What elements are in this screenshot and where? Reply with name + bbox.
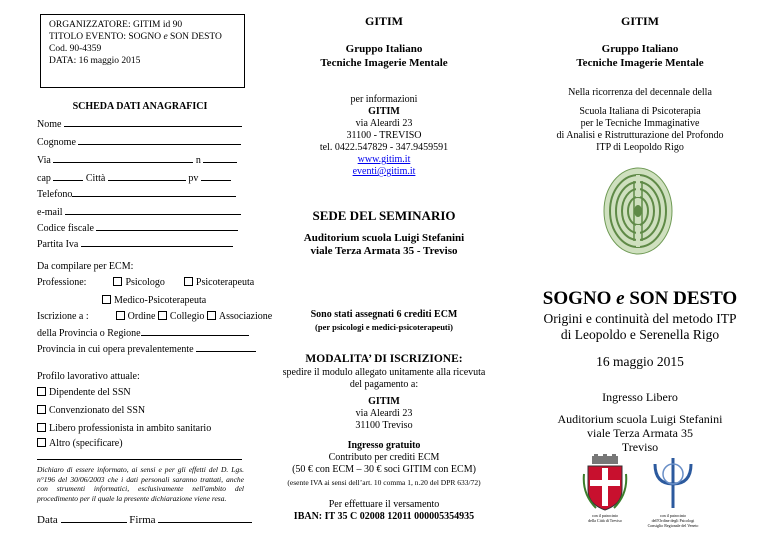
checkbox-libero[interactable] <box>37 423 211 435</box>
psicoterapeuta-label: Psicoterapeuta <box>195 277 255 288</box>
event-code-line: Cod. 90-4359 <box>49 44 102 54</box>
cap-line[interactable] <box>53 172 83 181</box>
ingresso-libero: Ingresso Libero <box>602 390 678 404</box>
checkbox-dipendente[interactable] <box>37 387 131 399</box>
n-label: n <box>195 155 201 166</box>
via-field[interactable] <box>37 154 237 167</box>
scuola-line-3: di Analisi e Ristrutturazione del Profondo <box>556 130 724 141</box>
gitim-title: GITIM <box>364 14 403 28</box>
title-e: e <box>616 288 625 309</box>
event-title-line <box>49 31 244 43</box>
info-address: via Aleardi 23 <box>355 118 413 129</box>
modalita-title: MODALITA’ DI ISCRIZIONE: <box>305 353 463 365</box>
collegio-label: Collegio <box>169 311 205 322</box>
addr-street: via Aleardi 23 <box>355 408 413 419</box>
nome-label: Nome <box>37 119 62 130</box>
convenzionato-label: Convenzionato del SSN <box>49 405 146 416</box>
nome-line[interactable] <box>64 118 242 127</box>
partita-iva-line[interactable] <box>81 238 233 247</box>
addr-city: 31100 Treviso <box>355 420 413 431</box>
info-tel: tel. 0422.547829 - 347.9459591 <box>319 142 449 153</box>
telefono-label: Telefono <box>37 189 73 200</box>
email-line[interactable] <box>65 206 241 215</box>
venue-line-2: viale Terza Armata 35 <box>587 426 693 440</box>
treviso-crest-logo <box>582 454 628 512</box>
crediti-sub: (per psicologi e medici-psicoterapeuti) <box>315 322 453 332</box>
iban-line: IBAN: IT 35 C 02008 12011 000005354935 <box>293 511 475 522</box>
citta-line[interactable] <box>108 172 186 181</box>
medico-label: Medico-Psicoterapeuta <box>114 295 207 306</box>
esente-iva: (esente IVA ai sensi dell’art. 10 comma 1, n.20 del DPR 633/72) <box>287 478 481 487</box>
venue-block <box>512 412 768 454</box>
psicologo-label: Psicologo <box>125 277 165 288</box>
subtitle-line-1: Origini e continuità del metodo ITP <box>543 311 737 326</box>
labyrinth-logo <box>603 167 673 255</box>
checkbox-collegio[interactable] <box>158 311 204 322</box>
provincia-regione-field[interactable] <box>37 327 249 340</box>
info-block <box>256 94 512 178</box>
iscrizione-row <box>37 311 272 323</box>
event-title-e: e <box>163 32 168 42</box>
event-title <box>512 288 768 310</box>
professione-row <box>37 277 254 289</box>
partita-iva-label: Partita Iva <box>37 239 79 250</box>
title-sogno: SOGNO <box>542 288 617 309</box>
subtitle-line-2: di Leopoldo e Serenella Rigo <box>560 327 720 342</box>
middle-panel <box>256 0 512 543</box>
ordine-caption-2: dell'Ordine degli Psicologi <box>651 518 695 523</box>
email-link[interactable]: eventi@gitim.it <box>352 166 416 177</box>
checkbox-altro[interactable] <box>37 438 123 450</box>
event-date-line: DATA: 16 maggio 2015 <box>49 56 141 66</box>
provincia-regione-label: della Provincia o Regione <box>37 328 141 339</box>
versamento-line: Per effettuare il versamento <box>328 499 440 510</box>
scuola-line-4: ITP di Leopoldo Rigo <box>596 142 684 153</box>
right-panel <box>512 0 768 543</box>
n-line[interactable] <box>203 154 237 163</box>
data-firma-row <box>37 514 252 526</box>
organizer-box <box>40 14 245 88</box>
cap-field[interactable] <box>37 172 231 185</box>
ordine-label: Ordine <box>127 311 156 322</box>
contributo-line: Contributo per crediti ECM <box>328 452 440 463</box>
via-line[interactable] <box>53 154 193 163</box>
crediti-title: Sono stati assegnati 6 crediti ECM <box>310 309 458 320</box>
event-date: 16 maggio 2015 <box>596 354 684 369</box>
provincia-regione-line[interactable] <box>141 327 249 336</box>
ordine-caption-1: con il patrocinio <box>659 513 687 518</box>
email-field[interactable] <box>37 206 241 219</box>
crest-caption-2: della Città di Treviso <box>588 518 622 523</box>
professione-label: Professione: <box>37 277 87 288</box>
codice-fiscale-field[interactable] <box>37 222 238 235</box>
sede-line-1: Auditorium scuola Luigi Stefanini <box>303 232 465 244</box>
checkbox-medico[interactable] <box>102 295 206 307</box>
modalita-line-2: del pagamento a: <box>349 379 419 390</box>
contributo-prezzi: (50 € con ECM – 30 € soci GITIM con ECM) <box>292 464 476 475</box>
citta-label: Città <box>85 173 106 184</box>
cognome-line[interactable] <box>78 136 241 145</box>
scuola-line-1: Scuola Italiana di Psicoterapia <box>579 106 701 117</box>
privacy-note: Dichiaro di essere informato, ai sensi e per gli effetti del D. Lgs. n°196 del 30/06/2003 che i dati personali saranno trattati, anche con strumenti informatici, esclusivamente nell'ambito del procedimento per il quale la presente dichiarazione viene resa. <box>37 465 244 503</box>
sede-line-2: viale Terza Armata 35 - Treviso <box>310 245 458 257</box>
title-desto: SON DESTO <box>624 288 738 309</box>
event-title-suffix: SON DESTO <box>167 32 222 42</box>
cognome-field[interactable] <box>37 136 241 149</box>
data-label: Data <box>37 514 58 526</box>
iscrizione-label: Iscrizione a : <box>37 311 89 322</box>
provincia-prevalente-line[interactable] <box>196 343 256 352</box>
cap-label: cap <box>37 173 51 184</box>
profilo-title: Profilo lavorativo attuale: <box>37 371 140 382</box>
telefono-line[interactable] <box>72 188 236 197</box>
crest-caption <box>575 513 635 523</box>
tecniche-line-right: Tecniche Imagerie Mentale <box>576 57 704 69</box>
checkbox-psicoterapeuta[interactable] <box>184 277 254 288</box>
sede-title: SEDE DEL SEMINARIO <box>312 208 456 223</box>
organizer-line: ORGANIZZATORE: GITIM id 90 <box>49 20 183 30</box>
venue-line-1: Auditorium scuola Luigi Stefanini <box>557 412 723 426</box>
scuola-line-2: per le Tecniche Immaginative <box>580 118 700 129</box>
scheda-title: SCHEDA DATI ANAGRAFICI <box>72 101 208 112</box>
provincia-prevalente-label: Provincia in cui opera prevalentemente <box>37 344 194 355</box>
website-link[interactable]: www.gitim.it <box>357 154 411 165</box>
altro-label: Altro (specificare) <box>49 438 123 449</box>
codice-fiscale-line[interactable] <box>96 222 238 231</box>
email-label: e-mail <box>37 207 63 218</box>
event-title-prefix: TITOLO EVENTO: SOGNO <box>49 32 164 42</box>
gitim-title-right: GITIM <box>620 14 659 28</box>
partita-iva-field[interactable] <box>37 238 233 251</box>
info-title: per informazioni <box>350 94 418 105</box>
data-line[interactable] <box>61 514 127 523</box>
checkbox-ordine[interactable] <box>116 311 156 322</box>
firma-line[interactable] <box>158 514 252 523</box>
codice-fiscale-label: Codice fiscale <box>37 223 94 234</box>
pv-line[interactable] <box>201 172 231 181</box>
firma-label: Firma <box>129 514 156 526</box>
info-name: GITIM <box>368 106 400 117</box>
nome-field[interactable] <box>37 118 242 131</box>
associazione-label: Associazione <box>218 311 273 322</box>
gruppo-line-right: Gruppo Italiano <box>601 43 679 55</box>
tecniche-line: Tecniche Imagerie Mentale <box>320 57 448 69</box>
venue-line-3: Treviso <box>621 440 659 454</box>
address-block <box>256 396 512 432</box>
libero-label: Libero professionista in ambito sanitario <box>49 423 212 434</box>
ordine-psicologi-logo <box>647 454 699 512</box>
telefono-field[interactable] <box>37 188 236 201</box>
altro-line[interactable] <box>37 459 242 460</box>
left-panel <box>0 0 273 543</box>
cognome-label: Cognome <box>37 137 76 148</box>
scuola-block <box>512 106 768 154</box>
info-city: 31100 - TREVISO <box>346 130 422 141</box>
provincia-prevalente-field[interactable] <box>37 343 256 356</box>
crest-caption-1: con il patrocinio <box>591 513 619 518</box>
ingresso-gratuito: Ingresso gratuito <box>347 440 421 451</box>
ordine-caption <box>638 513 708 528</box>
dipendente-label: Dipendente del SSN <box>49 387 131 398</box>
ecm-title: Da compilare per ECM: <box>37 261 134 272</box>
checkbox-psicologo[interactable] <box>113 277 164 288</box>
gruppo-line: Gruppo Italiano <box>345 43 423 55</box>
addr-name: GITIM <box>368 396 400 407</box>
pv-label: pv <box>188 173 199 184</box>
checkbox-convenzionato[interactable] <box>37 405 145 417</box>
via-label: Via <box>37 155 51 166</box>
ordine-caption-3: Consiglio Regionale del Veneto <box>647 523 699 528</box>
modalita-line-1: spedire il modulo allegato unitamente alla ricevuta <box>282 367 486 378</box>
ricorrenza-line: Nella ricorrenza del decennale della <box>568 87 712 98</box>
